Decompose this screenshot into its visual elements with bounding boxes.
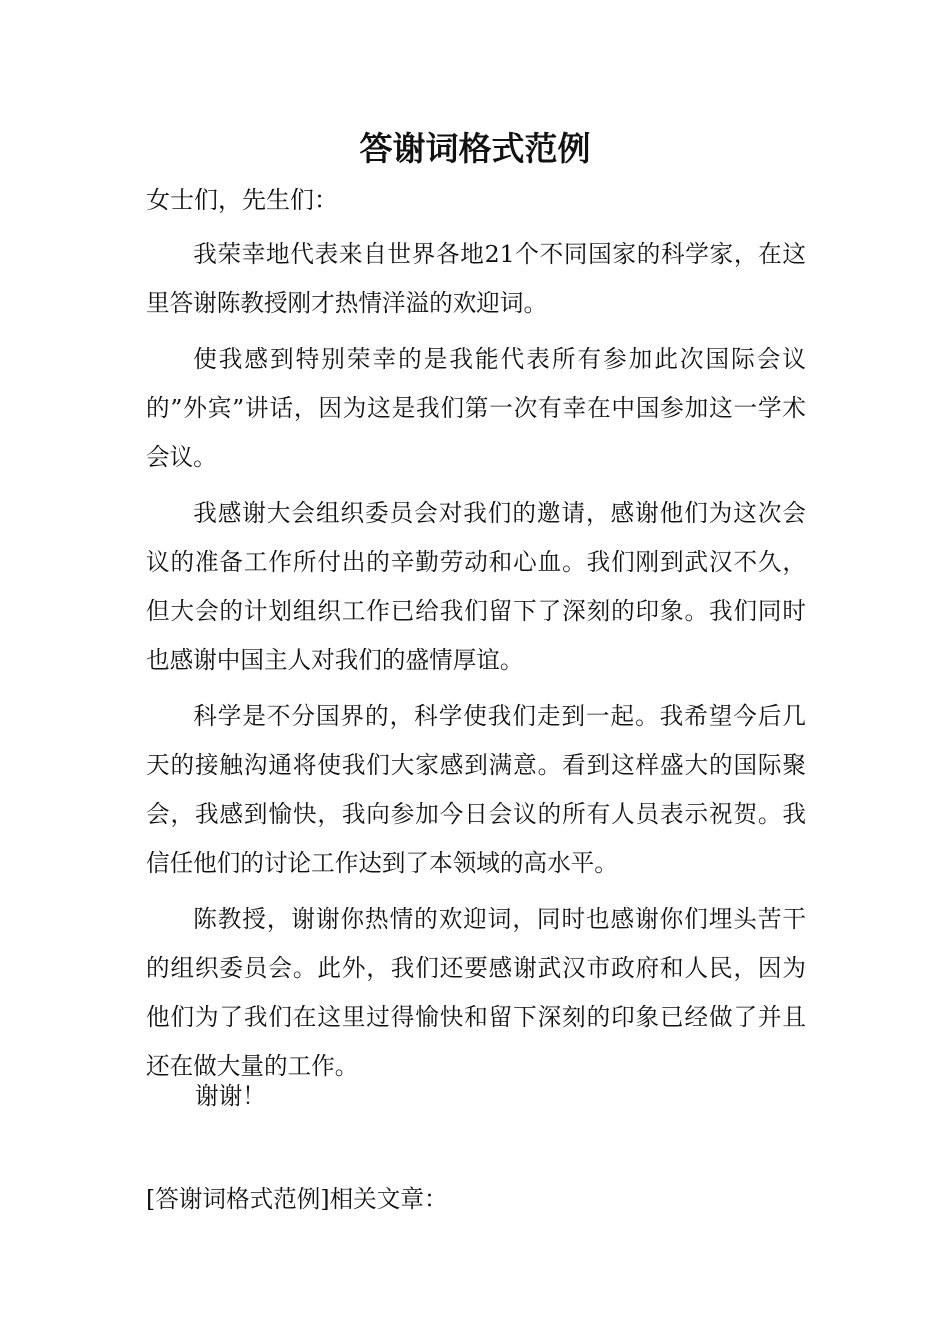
paragraph-3: 我感谢大会组织委员会对我们的邀请，感谢他们为这次会议的准备工作所付出的辛勤劳动和心血。我们刚到武汉不久，但大会的计划组织工作已给我们留下了深刻的印象。我们同时也感谢中国主人对我们的盛情厚谊。 [146, 499, 806, 674]
salutation: 女士们，先生们： [146, 186, 338, 214]
closing-thanks: 谢谢！ [195, 1082, 266, 1110]
page-title: 答谢词格式范例 [359, 129, 591, 168]
document-body [146, 230, 806, 1098]
paragraph-1: 我荣幸地代表来自世界各地21个不同国家的科学家，在这里答谢陈教授刚才热情洋溢的欢迎词。 [146, 240, 806, 317]
paragraph-4: 科学是不分国界的，科学使我们走到一起。我希望今后几天的接触沟通将使我们大家感到满意。看到这样盛大的国际聚会，我感到愉快，我向参加今日会议的所有人员表示祝贺。我信任他们的讨论工作达到了本领域的高水平。 [146, 702, 806, 877]
related-articles-label: [答谢词格式范例]相关文章： [146, 1185, 448, 1213]
paragraph-5: 陈教授，谢谢你热情的欢迎词，同时也感谢你们埋头苦干的组织委员会。此外，我们还要感谢武汉市政府和人民，因为他们为了我们在这里过得愉快和留下深刻的印象已经做了并且还在做大量的工作。 [146, 905, 806, 1080]
paragraph-2: 使我感到特别荣幸的是我能代表所有参加此次国际会议的”外宾”讲话，因为这是我们第一次有幸在中国参加这一学术会议。 [146, 345, 806, 471]
